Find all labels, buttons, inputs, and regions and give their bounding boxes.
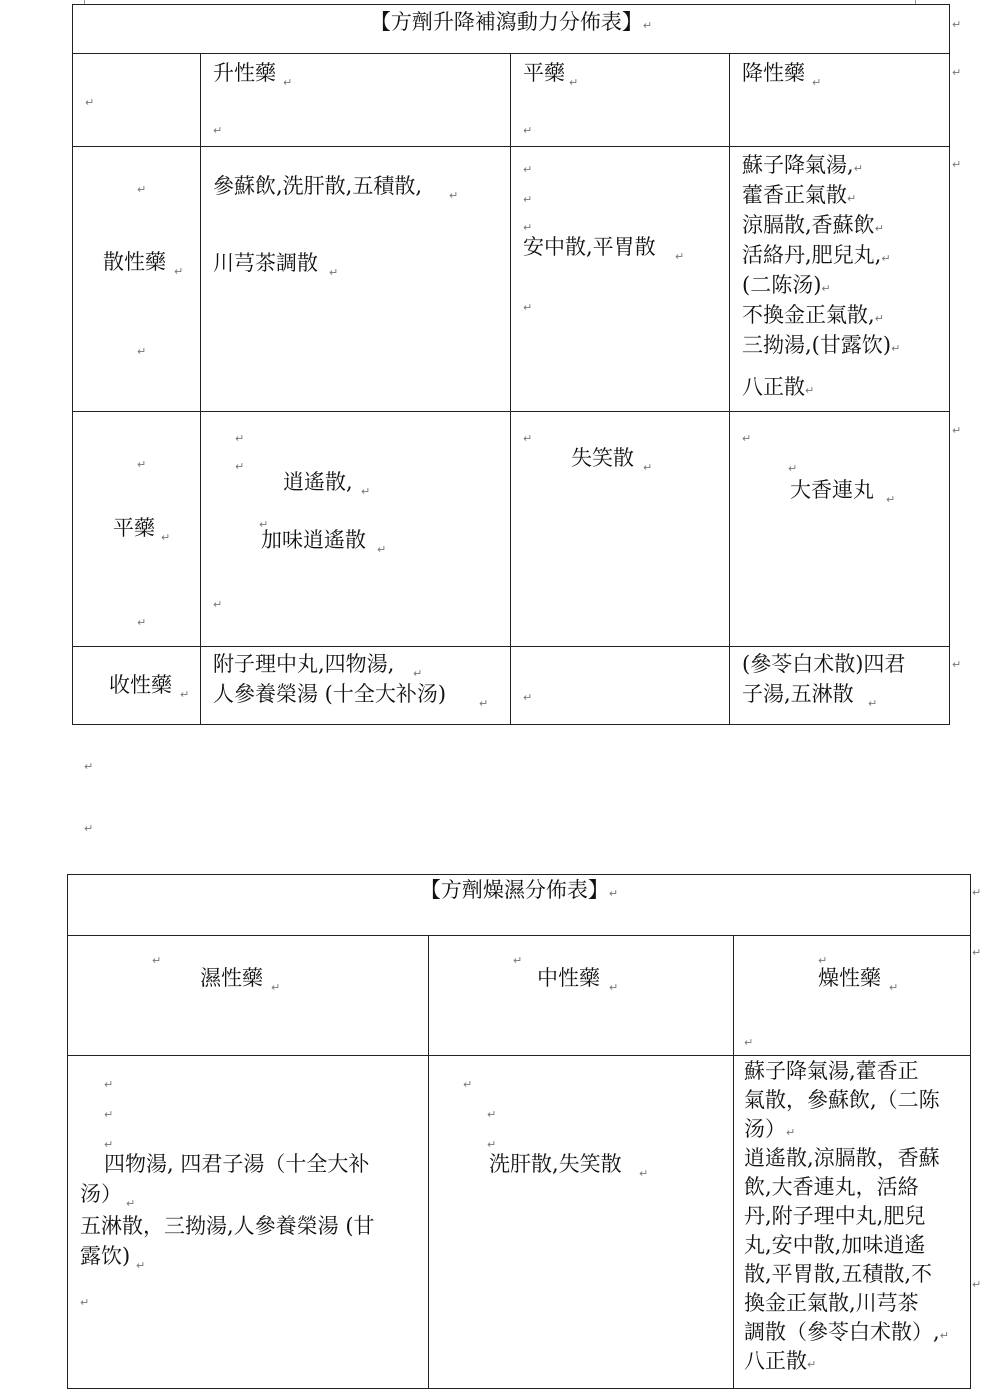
row-header-scatter: ↵ 散性藥 ↵ ↵ <box>73 147 201 412</box>
table1-corner: ↵ <box>73 54 201 147</box>
table2-header-wet: ↵ 濕性藥 ↵ <box>68 936 429 1056</box>
cell-neutral-mid: ↵ 失笑散 ↵ <box>511 412 730 647</box>
paragraph-mark: ↵ <box>84 760 94 773</box>
cell-scatter-mid: ↵ ↵ ↵ 安中散,平胃散 ↵ ↵ <box>511 147 730 412</box>
table2-title: 【方劑燥濕分佈表】 <box>419 878 609 902</box>
cell-scatter-down: 蘇子降氣湯,↵ 藿香正氣散↵ 涼膈散,香蘇飲↵ 活絡丹,肥兒丸,↵ (二陈汤)↵ 不換金正氣散,↵ 三拗湯,(甘露饮)↵ 八正散↵ <box>730 147 950 412</box>
cell-wet: ↵ ↵ ↵ 四物湯, 四君子湯（十全大补 汤） ↵ 五淋散，三拗湯,人參養榮湯 (甘 露饮) ↵ ↵ <box>68 1056 429 1389</box>
table-dry-wet <box>67 874 971 1389</box>
table-ascend-descend <box>72 4 950 725</box>
header-mid-label: 平藥 <box>523 61 565 85</box>
cell-astringe-up: 附子理中丸,四物湯, ↵ 人參養榮湯 (十全大补汤) ↵ <box>201 647 511 725</box>
table1-header-up: 升性藥 ↵ ↵ <box>201 54 511 147</box>
table2-title-cell: 【方劑燥濕分佈表】↵ <box>68 875 971 936</box>
cell-neutral-up: ↵ ↵ 逍遙散, ↵ ↵ 加味逍遙散 ↵ ↵ <box>201 412 511 647</box>
table1-header-mid: 平藥 ↵ ↵ <box>511 54 730 147</box>
header-up-label: 升性藥 <box>213 61 276 85</box>
table2-header-dry: ↵ 燥性藥 ↵ ↵ <box>734 936 971 1056</box>
cell-astringe-mid: ↵ <box>511 647 730 725</box>
table1-header-down: 降性藥 ↵ <box>730 54 950 147</box>
header-down-label: 降性藥 <box>742 61 805 85</box>
table1-title-cell: 【方劑升降補瀉動力分佈表】↵ <box>73 5 950 54</box>
cell-astringe-down: (參苓白术散)四君 子湯,五淋散 ↵ <box>730 647 950 725</box>
cell-neutral-down: ↵ ↵ 大香連丸 ↵ <box>730 412 950 647</box>
cell-dry: 蘇子降氣湯,藿香正 氣散，參蘇飲,（二陈 汤）↵ 逍遙散,涼膈散，香蘇 飲,大香連丸，活絡 丹,附子理中丸,肥兒 丸,安中散,加味逍遙 散,平胃散,五積散,不 換金正氣散,川芎茶 調散（參苓白术散）,↵ 八正散↵ <box>734 1056 971 1389</box>
cell-scatter-up: 參蘇飲,洗肝散,五積散, ↵ 川芎茶調散 ↵ <box>201 147 511 412</box>
row-header-astringe: 收性藥 ↵ <box>73 647 201 725</box>
table2-header-neutral: ↵ 中性藥 ↵ <box>429 936 734 1056</box>
cell-neutral: ↵ ↵ ↵ 洗肝散,失笑散 ↵ <box>429 1056 734 1389</box>
row-header-neutral: ↵ 平藥 ↵ ↵ <box>73 412 201 647</box>
table1-title: 【方劑升降補瀉動力分佈表】 <box>369 10 643 34</box>
paragraph-mark: ↵ <box>84 822 94 835</box>
